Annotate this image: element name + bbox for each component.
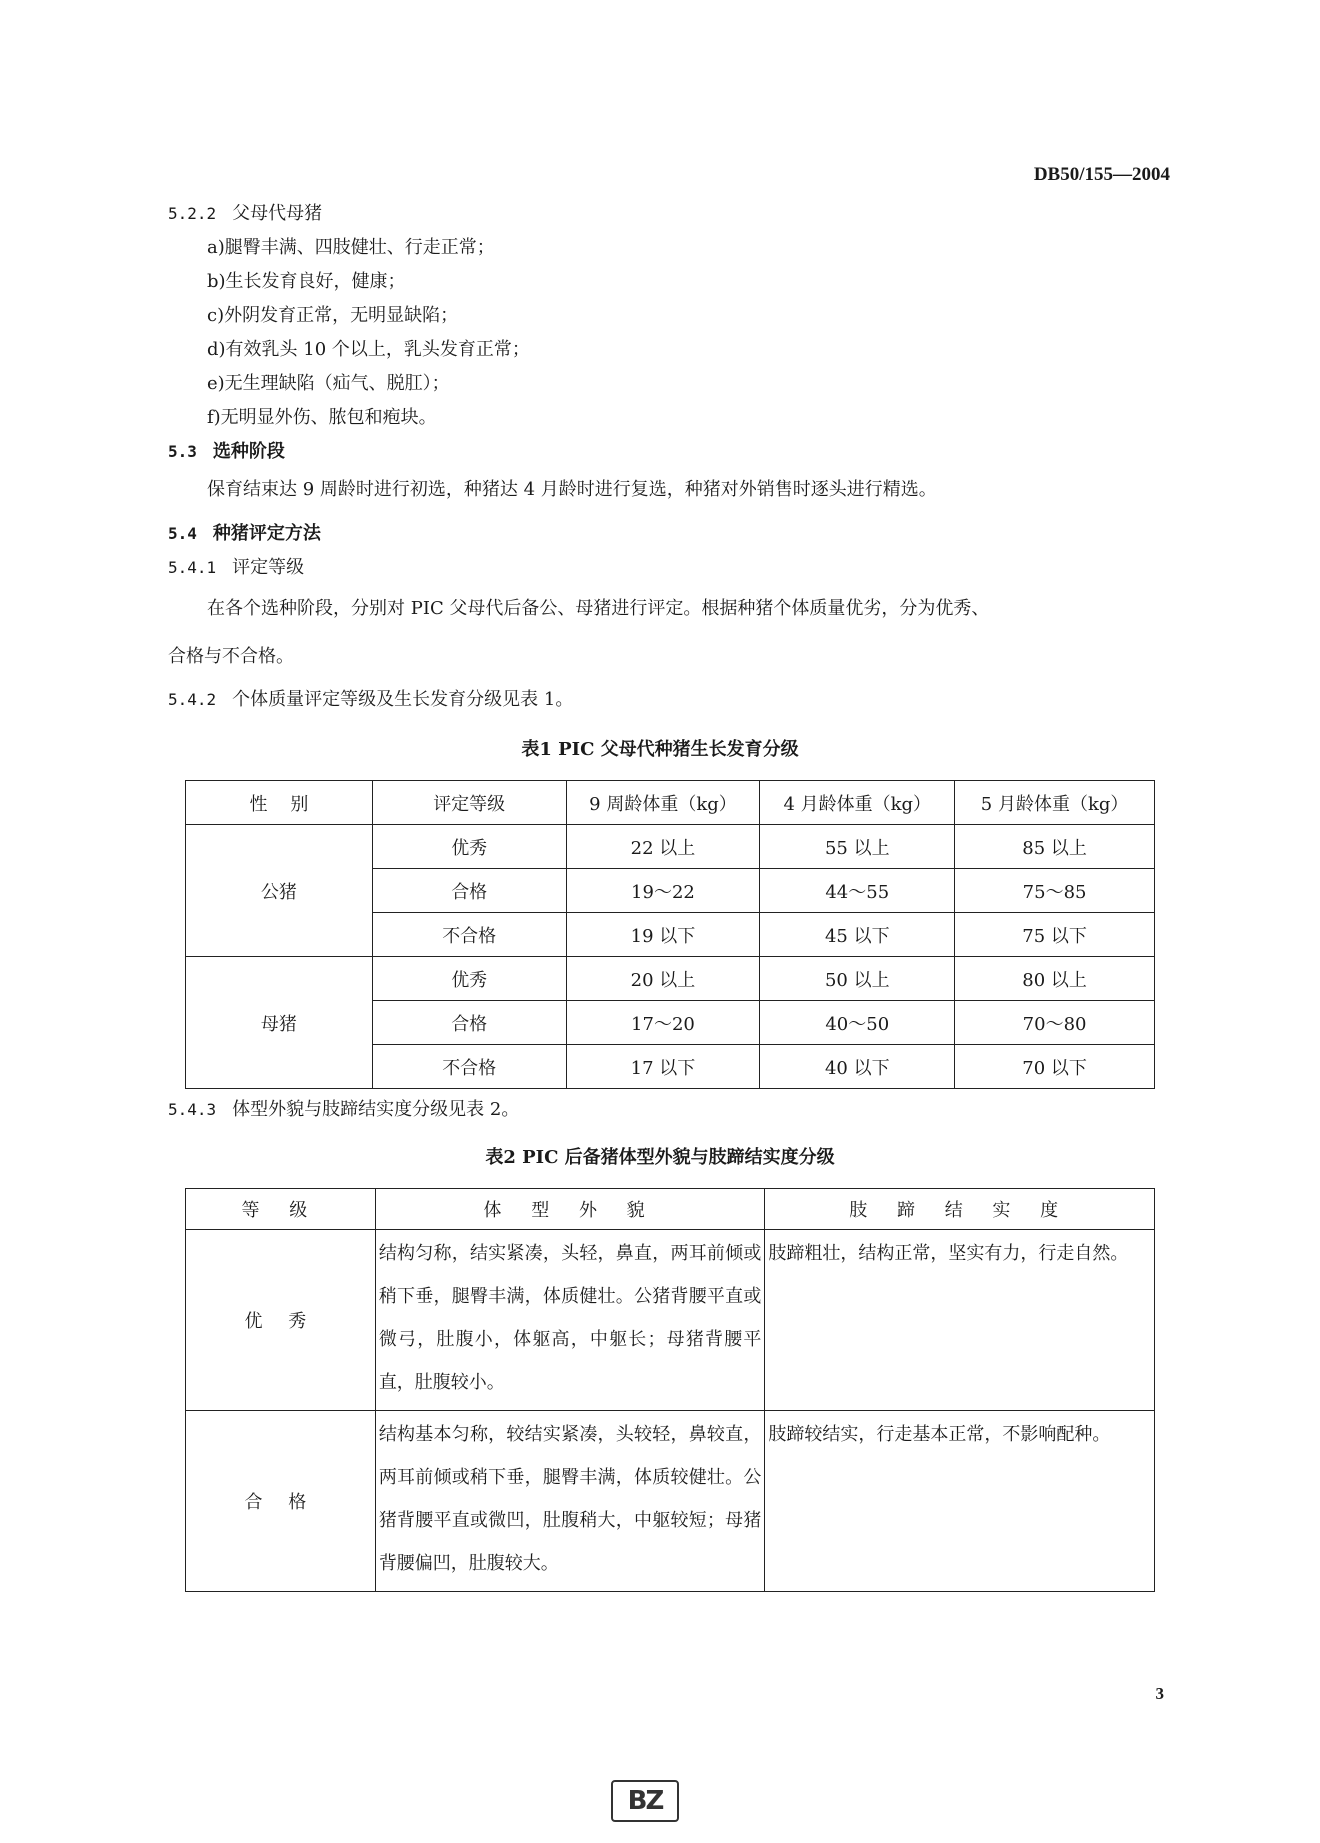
table2-caption: 表2 PIC 后备猪体型外貌与肢蹄结实度分级: [485, 1147, 835, 1168]
table-cell: 75～85: [955, 869, 1155, 913]
limb-soundness-cell: 肢蹄粗壮，结构正常，坚实有力，行走自然。: [765, 1230, 1155, 1411]
section-5-2-2: [168, 202, 322, 226]
header-cell: 5 月龄体重（kg）: [955, 781, 1155, 825]
table-cell: 优秀: [372, 957, 566, 1001]
section-number: 5.4: [168, 524, 197, 543]
table2-conformation-grading: [185, 1188, 1155, 1592]
table-cell: 75 以下: [955, 913, 1155, 957]
grade-cell: 优 秀: [186, 1230, 376, 1411]
table-cell: 40 以下: [760, 1045, 955, 1089]
table-row: [186, 957, 1155, 1001]
limb-soundness-cell: 肢蹄较结实，行走基本正常，不影响配种。: [765, 1411, 1155, 1592]
sex-cell: 公猪: [186, 825, 373, 957]
bz-logo: BZ: [611, 1780, 679, 1822]
section-5-4-3: [168, 1098, 519, 1122]
paragraph: 在各个选种阶段，分别对 PIC 父母代后备公、母猪进行评定。根据种猪个体质量优劣，分为优秀、: [207, 598, 990, 619]
table-cell: 不合格: [372, 1045, 566, 1089]
header-cell: 等 级: [186, 1189, 376, 1230]
table-cell: 50 以上: [760, 957, 955, 1001]
list-item: a)腿臀丰满、四肢健壮、行走正常；: [207, 237, 495, 258]
list-item: e)无生理缺陷（疝气、脱肛）；: [207, 373, 450, 394]
header-cell: 肢 蹄 结 实 度: [765, 1189, 1155, 1230]
table-row: [186, 825, 1155, 869]
grade-cell: 合 格: [186, 1411, 376, 1592]
body-conformation-cell: 结构匀称，结实紧凑，头轻，鼻直，两耳前倾或稍下垂，腿臀丰满，体质健壮。公猪背腰平直或微弓，肚腹小，体躯高，中躯长；母猪背腰平直，肚腹较小。: [375, 1230, 765, 1411]
section-title: 父母代母猪: [232, 203, 323, 224]
header-cell: 性 别: [186, 781, 373, 825]
section-number: 5.2.2: [168, 204, 217, 223]
section-title: 评定等级: [232, 557, 305, 578]
page-number: 3: [1155, 1684, 1164, 1703]
table1-caption: 表1 PIC 父母代种猪生长发育分级: [521, 739, 799, 760]
table-header-row: [186, 1189, 1155, 1230]
table-cell: 22 以上: [566, 825, 760, 869]
table-cell: 70 以下: [955, 1045, 1155, 1089]
table-cell: 80 以上: [955, 957, 1155, 1001]
list-item: b)生长发育良好，健康；: [207, 271, 406, 292]
table-cell: 合格: [372, 869, 566, 913]
table-row: [186, 1411, 1155, 1592]
header-cell: 体 型 外 貌: [375, 1189, 765, 1230]
section-5-4: [168, 522, 321, 546]
list-item: d)有效乳头 10 个以上，乳头发育正常；: [207, 339, 530, 360]
table-cell: 85 以上: [955, 825, 1155, 869]
section-5-4-1: [168, 556, 304, 580]
table-cell: 70～80: [955, 1001, 1155, 1045]
table-cell: 40～50: [760, 1001, 955, 1045]
section-title: 选种阶段: [212, 441, 285, 462]
section-title: 体型外貌与肢蹄结实度分级见表 2。: [232, 1099, 520, 1120]
section-number: 5.3: [168, 442, 197, 461]
section-5-4-2: [168, 688, 573, 712]
table-header-row: [186, 781, 1155, 825]
table-row: [186, 1230, 1155, 1411]
table-cell: 17～20: [566, 1001, 760, 1045]
section-title: 种猪评定方法: [212, 523, 321, 544]
table-cell: 20 以上: [566, 957, 760, 1001]
paragraph: 保育结束达 9 周龄时进行初选，种猪达 4 月龄时进行复选，种猪对外销售时逐头进行精选。: [207, 479, 937, 500]
section-number: 5.4.1: [168, 558, 217, 577]
table-cell: 不合格: [372, 913, 566, 957]
header-cell: 4 月龄体重（kg）: [760, 781, 955, 825]
table-cell: 优秀: [372, 825, 566, 869]
table-cell: 55 以上: [760, 825, 955, 869]
header-cell: 评定等级: [372, 781, 566, 825]
table-cell: 19～22: [566, 869, 760, 913]
section-number: 5.4.3: [168, 1100, 217, 1119]
section-number: 5.4.2: [168, 690, 217, 709]
paragraph-continued: 合格与不合格。: [168, 646, 294, 667]
table-cell: 45 以下: [760, 913, 955, 957]
table1-growth-grading: [185, 780, 1155, 1089]
section-title: 个体质量评定等级及生长发育分级见表 1。: [232, 689, 574, 710]
table-cell: 17 以下: [566, 1045, 760, 1089]
table-cell: 44～55: [760, 869, 955, 913]
list-item: f)无明显外伤、脓包和疱块。: [207, 407, 437, 428]
body-conformation-cell: 结构基本匀称，较结实紧凑，头较轻，鼻较直，两耳前倾或稍下垂，腿臀丰满，体质较健壮。公猪背腰平直或微凹，肚腹稍大，中躯较短；母猪背腰偏凹，肚腹较大。: [375, 1411, 765, 1592]
sex-cell: 母猪: [186, 957, 373, 1089]
list-item: c)外阴发育正常，无明显缺陷；: [207, 305, 459, 326]
header-cell: 9 周龄体重（kg）: [566, 781, 760, 825]
table-cell: 合格: [372, 1001, 566, 1045]
section-5-3: [168, 440, 285, 464]
table-cell: 19 以下: [566, 913, 760, 957]
document-code: DB50/155—2004: [1033, 164, 1170, 185]
